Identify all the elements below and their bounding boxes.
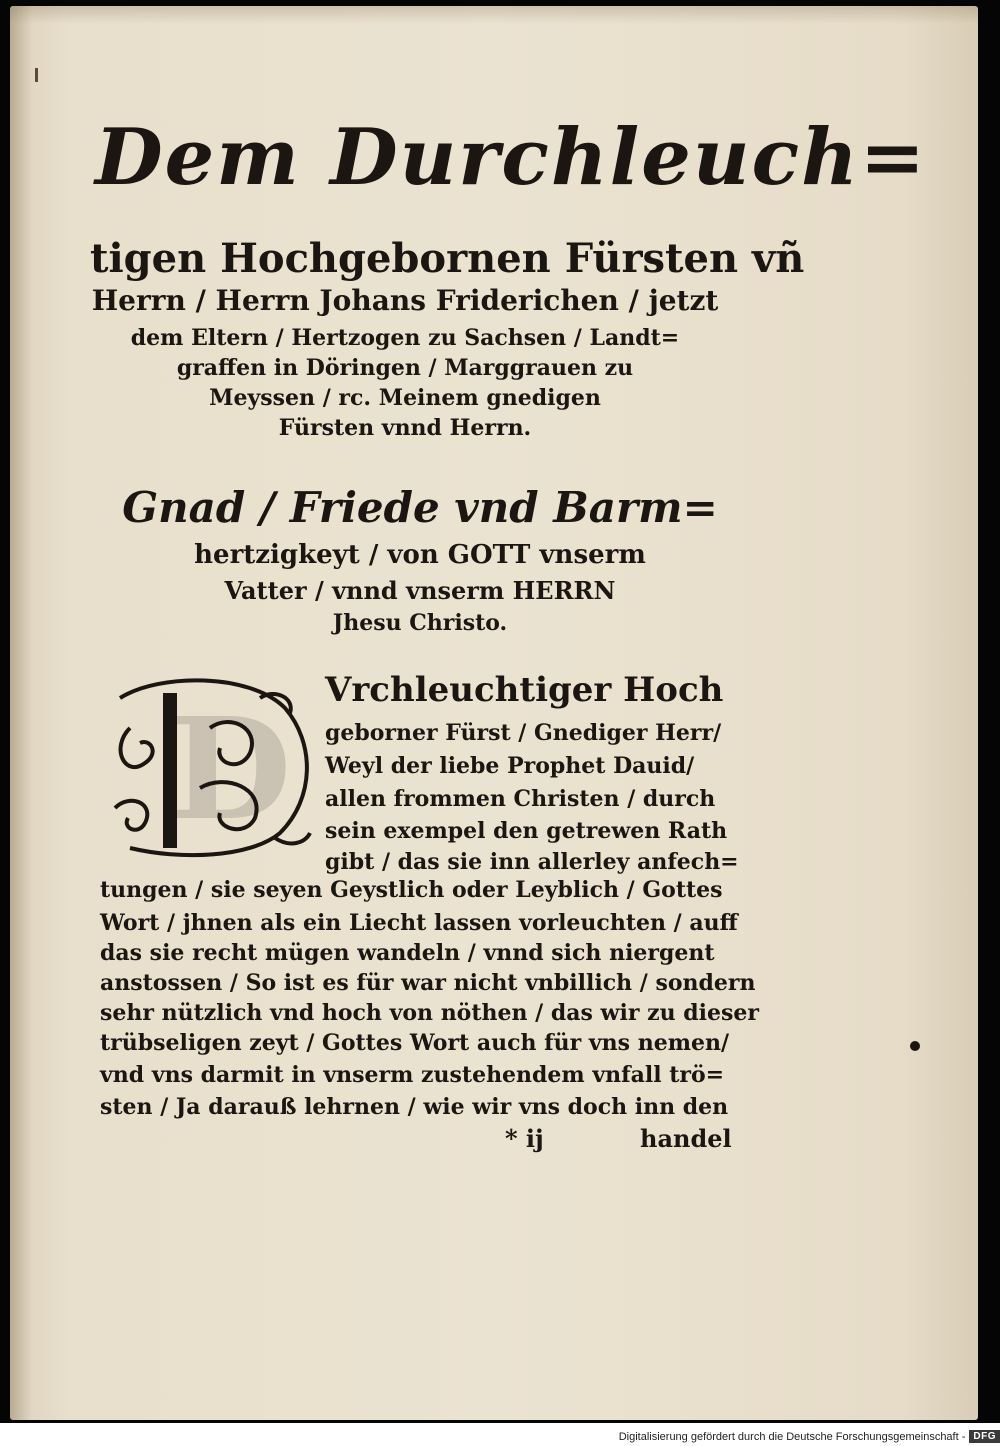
title-line-3: Herrn / Herrn Johans Friderichen / jetzt — [91, 284, 719, 317]
page-shadow-left — [10, 6, 32, 1420]
greeting-line-4: Jhesu Christo. — [332, 610, 508, 636]
title-line-1: Dem Durchleuch= — [95, 112, 928, 203]
greeting-line-3: Vatter / vnnd vnserm HERRN — [224, 576, 616, 605]
greeting-line-2: hertzigkeyt / von GOTT vnserm — [194, 540, 646, 570]
body-line-3: Weyl der liebe Prophet Dauid/ — [325, 753, 695, 779]
title-line-5: graffen in Döringen / Marggrauen zu — [176, 355, 634, 381]
decorated-initial — [100, 668, 322, 864]
body-line-13: vnd vns darmit in vnserm zustehendem vnfall trö= — [100, 1062, 725, 1088]
footer-text: Digitalisierung gefördert durch die Deutsche Forschungsgemeinschaft - — [618, 1430, 966, 1443]
margin-mark — [35, 68, 38, 82]
catchword: handel — [640, 1124, 732, 1153]
body-line-5: sein exempel den getrewen Rath — [325, 818, 728, 844]
body-line-4: allen frommen Christen / durch — [325, 786, 716, 812]
title-line-7: Fürsten vnnd Herrn. — [278, 415, 532, 441]
ink-spot — [910, 1041, 920, 1051]
body-line-14: sten / Ja darauß lehrnen / wie wir vns doch inn den — [100, 1094, 729, 1120]
body-line-10: anstossen / So ist es für war nicht vnbillich / sondern — [100, 970, 756, 996]
body-line-6: gibt / das sie inn allerley anfech= — [325, 849, 739, 875]
initial-letter: D — [170, 688, 292, 852]
page-shadow-top — [10, 6, 978, 24]
title-line-2: tigen Hochgebornen Fürsten vñ — [90, 235, 805, 282]
dfg-logo: DFG — [969, 1430, 1000, 1443]
greeting-line-1: Gnad / Friede vnd Barm= — [122, 483, 718, 532]
body-line-11: sehr nützlich vnd hoch von nöthen / das wir zu dieser — [100, 1000, 759, 1026]
body-line-1: Vrchleuchtiger Hoch — [325, 670, 724, 710]
body-line-2: geborner Fürst / Gnediger Herr/ — [325, 720, 722, 746]
body-line-7: tungen / sie seyen Geystlich oder Leyblich / Gottes — [100, 877, 723, 903]
title-line-4: dem Eltern / Hertzogen zu Sachsen / Landt= — [130, 325, 680, 351]
title-line-6: Meyssen / rc. Meinem gnedigen — [209, 385, 601, 411]
body-line-8: Wort / jhnen als ein Liecht lassen vorleuchten / auff — [100, 910, 738, 936]
body-line-12: trübseligen zeyt / Gottes Wort auch für vns nemen/ — [100, 1030, 730, 1056]
footer-credit — [596, 1427, 1000, 1446]
body-line-9: das sie recht mügen wandeln / vnnd sich niergent — [100, 940, 715, 966]
signature-mark: * ij — [505, 1124, 544, 1153]
